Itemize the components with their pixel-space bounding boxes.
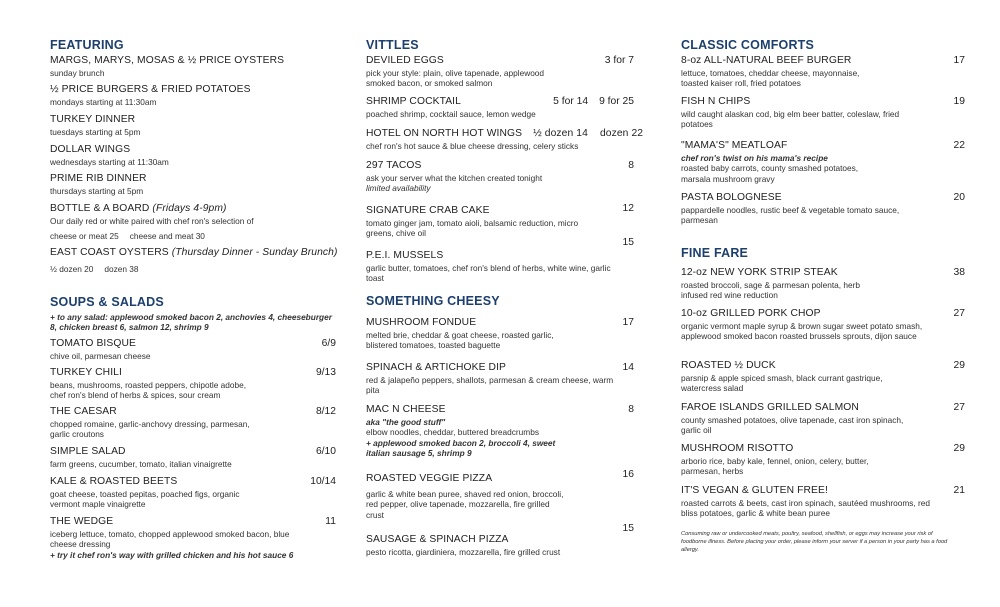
item-price: 27 [953, 402, 965, 413]
item-price: 12 [622, 203, 634, 214]
menu-item [366, 469, 634, 520]
item-name: PASTA BOLOGNESE [681, 192, 782, 203]
menu-item [366, 237, 634, 283]
section-title-featuring: FEATURING [50, 38, 124, 52]
menu-item [50, 84, 336, 107]
item-options [50, 264, 336, 274]
item-price: 11 [325, 516, 336, 527]
item-price: 21 [953, 485, 965, 496]
menu-item [366, 404, 634, 459]
item-name: TURKEY CHILI [50, 367, 122, 378]
item-desc: pappardelle noodles, rustic beef & vegetable tomato sauce, parmesan [681, 204, 900, 225]
option: ½ dozen 20 [50, 264, 94, 274]
item-price: 6/9 [321, 338, 336, 349]
item-desc: melted brie, cheddar & goat cheese, roasted garlic, blistered tomatoes, toasted baguette [366, 329, 554, 350]
item-price: 38 [953, 267, 965, 278]
section-title-fine: FINE FARE [681, 246, 749, 260]
item-name: MAC N CHEESE [366, 404, 446, 415]
item-name: IT'S VEGAN & GLUTEN FREE! [681, 485, 828, 496]
item-desc: elbow noodles, cheddar, buttered breadcrumbs [366, 427, 539, 438]
item-name: 12-oz NEW YORK STRIP STEAK [681, 267, 838, 278]
menu-item [50, 446, 336, 469]
item-price: 8 [628, 404, 634, 415]
item-name: "MAMA'S" MEATLOAF [681, 140, 788, 151]
item-name: THE CAESAR [50, 406, 117, 417]
item-desc: chopped romaine, garlic-anchovy dressing, parmesan, garlic croutons [50, 418, 250, 439]
menu-item [50, 247, 336, 274]
item-desc: mondays starting at 11:30am [50, 96, 157, 107]
item-price: 19 [953, 96, 965, 107]
item-name: SAUSAGE & SPINACH PIZZA [366, 534, 509, 545]
item-price: 3 for 7 [604, 55, 634, 66]
item-price: 15 [622, 523, 634, 534]
item-desc: roasted broccoli, sage & parmesan polenta, herb infused red wine reduction [681, 279, 860, 300]
item-desc: garlic & white bean puree, shaved red onion, broccoli, red pepper, olive tapenade, mozzarella, fire grilled crust [366, 489, 564, 520]
item-price: 14 [622, 362, 634, 373]
section-title-vittles: VITTLES [366, 38, 419, 52]
item-desc: garlic butter, tomatoes, chef ron's blend of herbs, white wine, garlic toast [366, 262, 611, 283]
menu-item [50, 406, 336, 439]
item-name: HOTEL ON NORTH HOT WINGS ½ dozen 14 dozen 22 [366, 128, 644, 139]
item-name: MUSHROOM FONDUE [366, 317, 477, 328]
item-price: 5 for 14 [553, 96, 589, 107]
item-name-note: (Thursday Dinner - Sunday Brunch) [171, 247, 338, 258]
item-name: 297 TACOS [366, 160, 422, 171]
item-price: 15 [622, 237, 634, 248]
item-desc: wild caught alaskan cod, big elm beer batter, coleslaw, fried potatoes [681, 108, 900, 129]
item-desc: roasted carrots & beets, cast iron spinach, sautéed mushrooms, red bliss potatoes, garlic & white bean puree [681, 497, 931, 518]
menu-item [366, 523, 634, 557]
item-desc: farm greens, cucumber, tomato, italian vinaigrette [50, 458, 232, 469]
item-price: 10/14 [310, 476, 336, 487]
item-name-note: (Fridays 4-9pm) [152, 203, 227, 214]
item-aka: aka "the good stuff" [366, 416, 446, 427]
item-name: SIMPLE SALAD [50, 446, 126, 457]
menu-item [681, 140, 965, 184]
item-name: ½ PRICE BURGERS & FRIED POTATOES [50, 84, 251, 95]
item-name: BOTTLE & A BOARD (Fridays 4-9pm) [50, 203, 227, 214]
item-aka: chef ron's twist on his mama's recipe [681, 152, 828, 163]
item-name: SPINACH & ARTICHOKE DIP [366, 362, 507, 373]
item-desc: lettuce, tomatoes, cheddar cheese, mayonnaise, toasted kaiser roll, fried potatoes [681, 67, 860, 88]
item-price: dozen 22 [599, 128, 644, 139]
menu-item [681, 443, 965, 476]
item-price: 8 [628, 160, 634, 171]
menu-item [366, 55, 634, 88]
item-name: P.E.I. MUSSELS [366, 250, 444, 261]
section-title-cheesy: SOMETHING CHEESY [366, 294, 500, 308]
menu-item [681, 308, 965, 341]
item-name: THE WEDGE [50, 516, 114, 527]
column-right [681, 0, 965, 607]
item-name: ROASTED VEGGIE PIZZA [366, 473, 493, 484]
item-desc: poached shrimp, cocktail sauce, lemon wedge [366, 108, 536, 119]
addon-text: + to any salad: applewood smoked bacon 2, anchovies 4, cheeseburger 8, chicken breast 6, salmon 12, shrimp 9 [50, 311, 332, 332]
item-name: 8-oz ALL-NATURAL BEEF BURGER [681, 55, 852, 66]
item-name: FAROE ISLANDS GRILLED SALMON [681, 402, 859, 413]
item-name: KALE & ROASTED BEETS [50, 476, 178, 487]
item-desc: beans, mushrooms, roasted peppers, chipotle adobe, chef ron's blend of herbs & spices, sour cream [50, 379, 247, 400]
menu-item [50, 516, 336, 560]
item-price: ½ dozen 14 [533, 128, 588, 139]
item-name: MARGS, MARYS, MOSAS & ½ PRICE OYSTERS [50, 55, 285, 66]
option: dozen 38 [104, 264, 139, 274]
column-middle [366, 0, 644, 607]
menu-item [681, 485, 965, 518]
column-left [50, 0, 336, 607]
menu-item [366, 160, 634, 194]
item-desc: roasted baby carrots, county smashed potatoes, marsala mushroom gravy [681, 163, 859, 184]
item-desc: tuesdays starting at 5pm [50, 126, 141, 137]
item-price: 27 [953, 308, 965, 319]
item-price: 8/12 [315, 406, 336, 417]
menu-item [366, 317, 634, 350]
section-title-classic: CLASSIC COMFORTS [681, 38, 815, 52]
menu-item [681, 402, 965, 435]
item-name: ROASTED ½ DUCK [681, 360, 776, 371]
menu-item [681, 267, 965, 300]
item-price: 6/10 [315, 446, 336, 457]
item-name: MUSHROOM RISOTTO [681, 443, 794, 454]
menu-item [366, 128, 644, 151]
menu-item [50, 144, 336, 167]
menu-item [681, 360, 965, 393]
item-price: 17 [622, 317, 634, 328]
item-extra: limited availability [366, 183, 431, 194]
item-desc: wednesdays starting at 11:30am [50, 156, 169, 167]
item-price: 9/13 [315, 367, 336, 378]
item-desc: sunday brunch [50, 67, 105, 78]
item-desc: iceberg lettuce, tomato, chopped applewood smoked bacon, blue cheese dressing [50, 528, 290, 549]
menu-item [50, 114, 336, 137]
section-title-soups: SOUPS & SALADS [50, 295, 164, 309]
menu-item [50, 55, 336, 78]
item-desc: arborio rice, baby kale, fennel, onion, celery, butter, parmesan, herbs [681, 455, 869, 476]
allergy-disclaimer: Consuming raw or undercooked meats, poultry, seafood, shellfish, or eggs may increase your risk of foodborne illness. Before placing your order, please inform your server if a person in your party has a food allergy. [681, 531, 948, 553]
option: cheese and meat 30 [129, 230, 205, 241]
item-name: SHRIMP COCKTAIL [366, 96, 461, 107]
item-desc: pick your style: plain, olive tapenade, applewood smoked bacon, or smoked salmon [366, 67, 545, 88]
item-name: 10-oz GRILLED PORK CHOP [681, 308, 821, 319]
item-extra: + applewood smoked bacon 2, broccoli 4, sweet italian sausage 5, shrimp 9 [366, 438, 556, 459]
item-extra: + try it chef ron's way with grilled chicken and his hot sauce 6 [50, 550, 294, 561]
item-desc: thursdays starting at 5pm [50, 185, 144, 196]
menu-item [366, 96, 634, 119]
menu-item [681, 55, 965, 88]
item-desc: tomato ginger jam, tomato aioli, balsamic reduction, micro greens, chive oil [366, 217, 579, 238]
item-name: DOLLAR WINGS [50, 144, 131, 155]
menu-item [50, 338, 336, 361]
item-price-group [553, 96, 634, 108]
item-desc: pesto ricotta, giardiniera, mozzarella, fire grilled crust [366, 546, 561, 557]
item-name: TURKEY DINNER [50, 114, 136, 125]
menu-item [366, 362, 634, 395]
item-price: 20 [953, 192, 965, 203]
item-desc: red & jalapeño peppers, shallots, parmesan & cream cheese, warm pita [366, 374, 614, 395]
item-desc: ask your server what the kitchen created tonight [366, 172, 543, 183]
menu-item [366, 203, 634, 238]
item-desc: county smashed potatoes, olive tapenade, cast iron spinach, garlic oil [681, 414, 904, 435]
item-options [50, 231, 336, 241]
menu-item [681, 192, 965, 225]
menu-item [50, 173, 336, 196]
item-price: 17 [953, 55, 965, 66]
item-price: 29 [953, 443, 965, 454]
item-name: DEVILED EGGS [366, 55, 444, 66]
item-name: SIGNATURE CRAB CAKE [366, 205, 490, 216]
menu-item [50, 476, 336, 509]
item-price: 22 [953, 140, 965, 151]
menu-item [50, 367, 336, 400]
item-desc: parsnip & apple spiced smash, black currant gastrique, watercress salad [681, 372, 883, 393]
item-name: PRIME RIB DINNER [50, 173, 147, 184]
item-price: 29 [953, 360, 965, 371]
item-desc: goat cheese, toasted pepitas, poached figs, organic vermont maple vinaigrette [50, 488, 240, 509]
item-name: EAST COAST OYSTERS (Thursday Dinner - Sunday Brunch) [50, 247, 338, 258]
item-desc: chef ron's hot sauce & blue cheese dressing, celery sticks [366, 140, 579, 151]
menu-item [50, 203, 336, 241]
item-name: FISH N CHIPS [681, 96, 751, 107]
item-price: 16 [622, 469, 634, 480]
menu-item [681, 96, 965, 129]
option: cheese or meat 25 [50, 230, 119, 241]
item-price: 9 for 25 [599, 96, 634, 107]
item-desc: Our daily red or white paired with chef ron's selection of [50, 215, 254, 226]
item-name: TOMATO BISQUE [50, 338, 136, 349]
item-desc: chive oil, parmesan cheese [50, 350, 151, 361]
item-desc: organic vermont maple syrup & brown sugar sweet potato smash, applewood smoked bacon roasted brussels sprouts, dijon sauce [681, 320, 923, 341]
addon-note [50, 311, 336, 332]
